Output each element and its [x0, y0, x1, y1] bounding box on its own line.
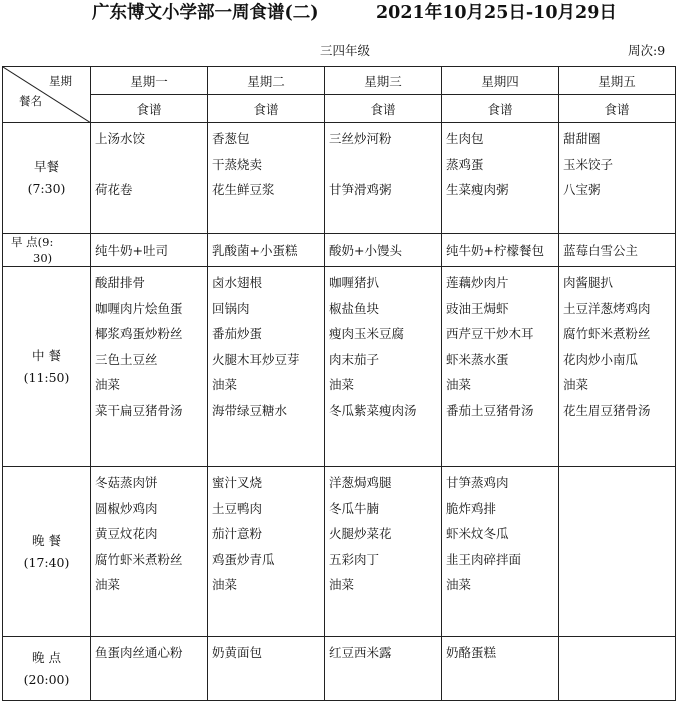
corner-diagonal	[3, 67, 91, 123]
lunch-cell	[559, 267, 676, 467]
meal-time: (11:50)	[23, 369, 70, 385]
grade-label: 三四年级	[320, 43, 371, 58]
menu-table	[2, 66, 676, 701]
snack-cell: 纯牛奶+吐司	[91, 234, 208, 267]
dish: 西芹豆干炒木耳	[446, 326, 534, 341]
meal-name: 早 点(9:	[11, 235, 54, 249]
corner-header	[3, 67, 91, 123]
dish: 瘦肉玉米豆腐	[329, 326, 405, 341]
dish: 洋葱焗鸡腿	[329, 475, 392, 490]
dish: 椒盐鱼块	[329, 300, 380, 316]
dish	[329, 152, 441, 178]
lunch-cell	[91, 267, 208, 467]
dish: 油菜	[212, 377, 238, 392]
dish: 油菜	[212, 577, 238, 592]
dish: 甜甜圈	[563, 131, 601, 146]
meal-lunch	[3, 267, 91, 467]
day-header: 星期二	[208, 67, 325, 95]
dish: 生肉包	[446, 131, 484, 146]
dish: 冬菇蒸肉饼	[95, 475, 158, 490]
day-header: 星期三	[325, 67, 442, 95]
day-header: 星期四	[442, 67, 559, 95]
dish: 奶酪蛋糕	[446, 645, 497, 660]
dish: 甘笋滑鸡粥	[329, 182, 392, 197]
lunch-cell	[325, 267, 442, 467]
dish: 生菜瘦肉粥	[446, 182, 509, 197]
dish: 豉油王焗虾	[446, 300, 509, 316]
breakfast-cell	[325, 123, 442, 234]
dish: 花生眉豆猪骨汤	[563, 402, 651, 418]
dish: 土豆鸭肉	[212, 500, 263, 516]
recipe-header: 食谱	[442, 95, 559, 123]
meal-breakfast	[3, 123, 91, 234]
dish: 韭王肉碎拌面	[446, 551, 522, 567]
dinner-cell-empty	[559, 467, 676, 637]
dish: 八宝粥	[563, 182, 601, 197]
day-header: 星期一	[91, 67, 208, 95]
dish: 三丝炒河粉	[329, 131, 392, 146]
dish: 莲藕炒肉片	[446, 275, 509, 290]
dish: 虾米炆冬瓜	[446, 526, 509, 541]
evening-snack-cell	[559, 637, 676, 701]
dish: 咖喱肉片烩鱼蛋	[95, 300, 183, 316]
dish: 茄汁意粉	[212, 526, 263, 541]
dish: 油菜	[329, 377, 355, 392]
snack-cell: 蓝莓白雪公主	[559, 234, 676, 267]
dish: 蒸鸡蛋	[446, 156, 484, 172]
dish: 圆椒炒鸡肉	[95, 500, 158, 516]
breakfast-cell	[91, 123, 208, 234]
title-dates: 2021年10月25日-10月29日	[376, 3, 617, 23]
recipe-header: 食谱	[559, 95, 676, 123]
meal-name: 晚 餐	[32, 532, 61, 548]
dish: 五彩肉丁	[329, 551, 380, 567]
dish	[95, 152, 207, 178]
dish: 荷花卷	[95, 182, 133, 197]
meal-evening-snack	[3, 637, 91, 701]
dish: 花肉炒小南瓜	[563, 351, 639, 367]
recipe-header: 食谱	[325, 95, 442, 123]
dish: 鱼蛋肉丝通心粉	[95, 645, 183, 660]
page-title	[0, 0, 677, 26]
dish: 酸甜排骨	[95, 275, 146, 290]
snack-cell: 酸奶+小馒头	[325, 234, 442, 267]
meal-time: 30)	[33, 251, 53, 265]
meal-name: 晚 点	[32, 649, 61, 665]
dish: 油菜	[446, 377, 472, 392]
recipe-header: 食谱	[208, 95, 325, 123]
dish: 番茄土豆猪骨汤	[446, 402, 534, 418]
dish: 奶黄面包	[212, 645, 263, 660]
dish: 油菜	[446, 577, 472, 592]
week-number: 周次:9	[628, 43, 666, 58]
dish: 黄豆炆花肉	[95, 526, 158, 541]
dish: 火腿炒菜花	[329, 526, 392, 541]
meal-name: 中 餐	[32, 347, 61, 363]
dish: 甘笋蒸鸡肉	[446, 475, 509, 490]
dish: 咖喱猪扒	[329, 275, 380, 290]
dish: 菜干扁豆猪骨汤	[95, 402, 183, 418]
dish: 玉米饺子	[563, 156, 614, 172]
breakfast-cell	[442, 123, 559, 234]
snack-cell: 纯牛奶+柠檬餐包	[442, 234, 559, 267]
meal-morning-snack	[3, 234, 91, 267]
dish: 番茄炒蛋	[212, 326, 263, 341]
meal-time: (7:30)	[27, 181, 66, 196]
corner-day-label: 星期	[49, 74, 72, 88]
dinner-cell	[208, 467, 325, 637]
dish: 火腿木耳炒豆芽	[212, 351, 300, 367]
breakfast-cell	[208, 123, 325, 234]
dish: 腐竹虾米煮粉丝	[95, 551, 183, 567]
dish: 油菜	[563, 377, 589, 392]
dish: 油菜	[95, 577, 121, 592]
dish: 香葱包	[212, 131, 250, 146]
dish: 椰浆鸡蛋炒粉丝	[95, 326, 183, 341]
recipe-header: 食谱	[91, 95, 208, 123]
dish: 虾米蒸水蛋	[446, 351, 509, 367]
dish: 卤水翅根	[212, 275, 263, 290]
dish: 花生鲜豆浆	[212, 182, 275, 197]
dinner-cell	[91, 467, 208, 637]
dish: 肉酱腿扒	[563, 275, 614, 290]
lunch-cell	[442, 267, 559, 467]
dish: 回锅肉	[212, 300, 250, 316]
breakfast-cell	[559, 123, 676, 234]
dish: 干蒸烧卖	[212, 156, 263, 172]
dish: 冬瓜牛腩	[329, 500, 380, 516]
evening-snack-cell	[442, 637, 559, 701]
dish: 脆炸鸡排	[446, 500, 497, 516]
dish: 肉末茄子	[329, 351, 380, 367]
dish: 冬瓜紫菜瘦肉汤	[329, 402, 417, 418]
evening-snack-cell	[91, 637, 208, 701]
dinner-cell	[442, 467, 559, 637]
title-school: 广东博文小学部一周食谱(二)	[92, 3, 319, 23]
dish: 三色土豆丝	[95, 351, 158, 367]
meal-name: 早餐	[33, 159, 59, 174]
dish: 油菜	[95, 377, 121, 392]
dish: 蜜汁叉烧	[212, 475, 263, 490]
evening-snack-cell	[208, 637, 325, 701]
corner-meal-label: 餐名	[19, 94, 42, 108]
day-header: 星期五	[559, 67, 676, 95]
dish: 鸡蛋炒青瓜	[212, 551, 275, 567]
dish: 土豆洋葱烤鸡肉	[563, 300, 651, 316]
snack-cell: 乳酸菌+小蛋糕	[208, 234, 325, 267]
meal-dinner	[3, 467, 91, 637]
dinner-cell	[325, 467, 442, 637]
lunch-cell	[208, 267, 325, 467]
dish: 油菜	[329, 577, 355, 592]
dish: 腐竹虾米煮粉丝	[563, 326, 651, 341]
meal-time: (20:00)	[23, 671, 70, 687]
dish	[563, 640, 675, 666]
evening-snack-cell	[325, 637, 442, 701]
dish: 红豆西米露	[329, 645, 392, 660]
dish: 海带绿豆糖水	[212, 402, 288, 418]
meal-time: (17:40)	[23, 554, 70, 570]
dish: 上汤水饺	[95, 131, 146, 146]
